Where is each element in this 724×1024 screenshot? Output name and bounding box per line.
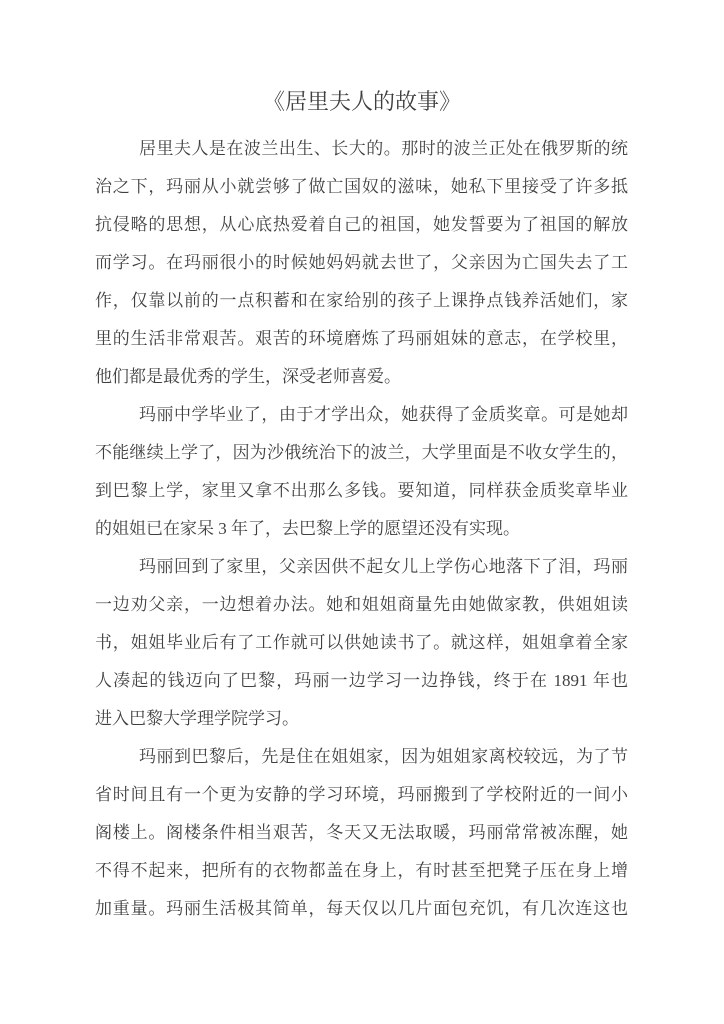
text-line: 人凑起的钱迈向了巴黎，玛丽一边学习一边挣钱，终于在 1891 年也 — [95, 671, 628, 690]
text-line: 里的生活非常艰苦。艰苦的环境磨炼了玛丽姐妹的意志，在学校里， — [95, 329, 628, 348]
text-line: 作，仅靠以前的一点积蓄和在家给别的孩子上课挣点钱养活她们，家 — [95, 291, 628, 310]
text-line: 一边劝父亲，一边想着办法。她和姐姐商量先由她做家教，供姐姐读 — [95, 595, 628, 614]
text-line: 书，姐姐毕业后有了工作就可以供她读书了。就这样，姐姐拿着全家 — [95, 633, 628, 652]
paragraph-3 — [95, 548, 628, 738]
text-line: 到巴黎上学，家里又拿不出那么多钱。要知道，同样获金质奖章毕业 — [95, 481, 628, 500]
text-line: 省时间且有一个更为安静的学习环境，玛丽搬到了学校附近的一间小 — [95, 785, 628, 804]
text-line: 治之下，玛丽从小就尝够了做亡国奴的滋味，她私下里接受了许多抵 — [95, 177, 628, 196]
paragraph-4 — [95, 738, 628, 928]
text-line: 而学习。在玛丽很小的时候她妈妈就去世了，父亲因为亡国失去了工 — [95, 253, 628, 272]
text-line: 玛丽中学毕业了，由于才学出众，她获得了金质奖章。可是她却 — [139, 405, 628, 424]
text-line: 他们都是最优秀的学生，深受老师喜爱。 — [95, 367, 401, 386]
paragraph-2 — [95, 396, 628, 548]
document-title: 《居里夫人的故事》 — [262, 89, 461, 114]
text-line: 不得不起来，把所有的衣物都盖在身上，有时甚至把凳子压在身上增 — [95, 861, 628, 880]
text-line: 进入巴黎大学理学院学习。 — [95, 709, 299, 728]
text-line: 居里夫人是在波兰出生、长大的。那时的波兰正处在俄罗斯的统 — [139, 139, 628, 158]
text-line: 抗侵略的思想，从心底热爱着自己的祖国，她发誓要为了祖国的解放 — [95, 215, 628, 234]
text-line: 玛丽到巴黎后，先是住在姐姐家，因为姐姐家离校较远，为了节 — [139, 747, 628, 766]
document-body — [95, 130, 628, 928]
paragraph-1 — [95, 130, 628, 396]
text-line: 阁楼上。阁楼条件相当艰苦，冬天又无法取暖，玛丽常常被冻醒，她 — [95, 823, 628, 842]
text-line: 不能继续上学了，因为沙俄统治下的波兰，大学里面是不收女学生的， — [95, 443, 628, 462]
text-line: 加重量。玛丽生活极其简单，每天仅以几片面包充饥，有几次连这也 — [95, 899, 628, 918]
text-line: 的姐姐已在家呆 3 年了，去巴黎上学的愿望还没有实现。 — [95, 519, 520, 538]
text-line: 玛丽回到了家里，父亲因供不起女儿上学伤心地落下了泪，玛丽 — [139, 557, 628, 576]
